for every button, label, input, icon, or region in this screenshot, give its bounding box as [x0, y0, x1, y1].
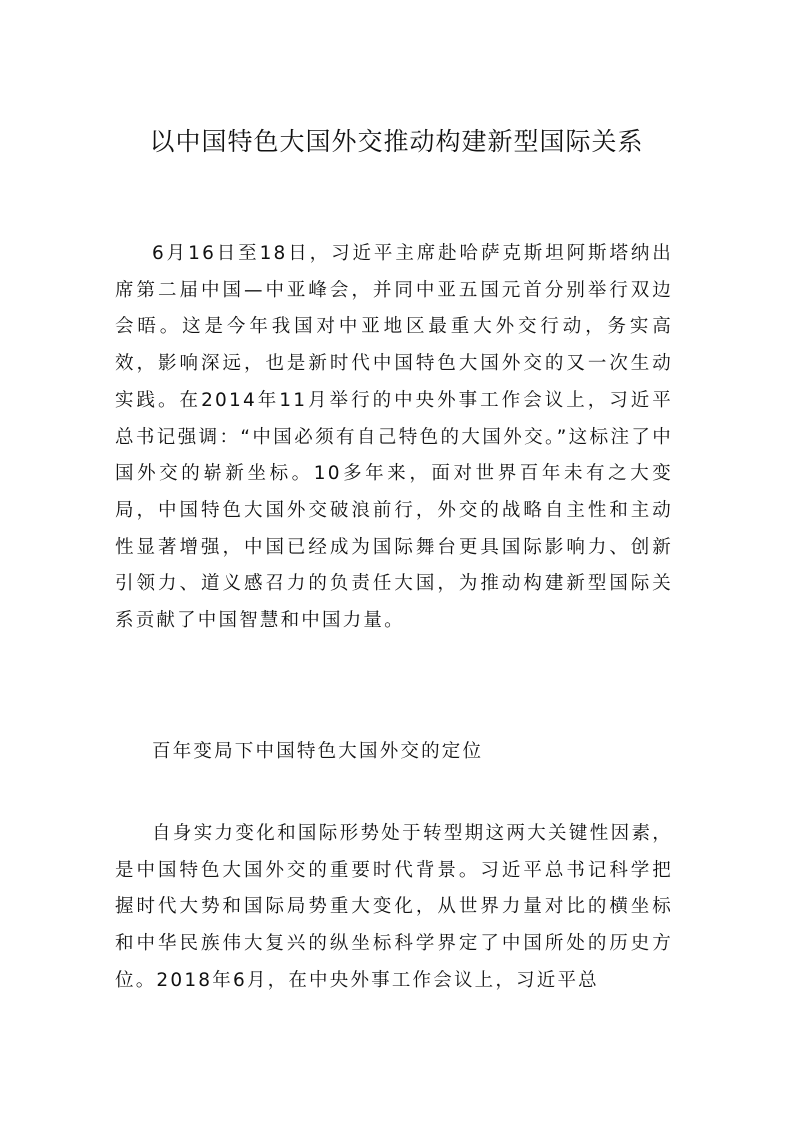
body-paragraph-1: 6月16日至18日，习近平主席赴哈萨克斯坦阿斯塔纳出席第二届中国—中亚峰会，并同中亚五国元首分别举行双边会晤。这是今年我国对中亚地区最重大外交行动，务实高效，影响深远，也是新时代中国特色大国外交的又一次生动实践。在2014年11月举行的中央外事工作会议上，习近平总书记强调：“中国必须有自己特色的大国外交。”这标注了中国外交的崭新坐标。10多年来，面对世界百年未有之大变局，中国特色大国外交破浪前行，外交的战略自主性和主动性显著增强，中国已经成为国际舞台更具国际影响力、创新引领力、道义感召力的负责任大国，为推动构建新型国际关系贡献了中国智慧和中国力量。	[115, 243, 673, 632]
document-title: 以中国特色大国外交推动构建新型国际关系	[149, 127, 644, 156]
body-paragraph-2: 自身实力变化和国际形势处于转型期这两大关键性因素，是中国特色大国外交的重要时代背景。习近平总书记科学把握时代大势和国际局势重大变化，从世界力量对比的横坐标和中华民族伟大复兴的纵坐标科学界定了中国所处的历史方位。2018年6月，在中央外事工作会议上，习近平总	[115, 823, 673, 991]
section-heading: 百年变局下中国特色大国外交的定位	[152, 741, 484, 762]
